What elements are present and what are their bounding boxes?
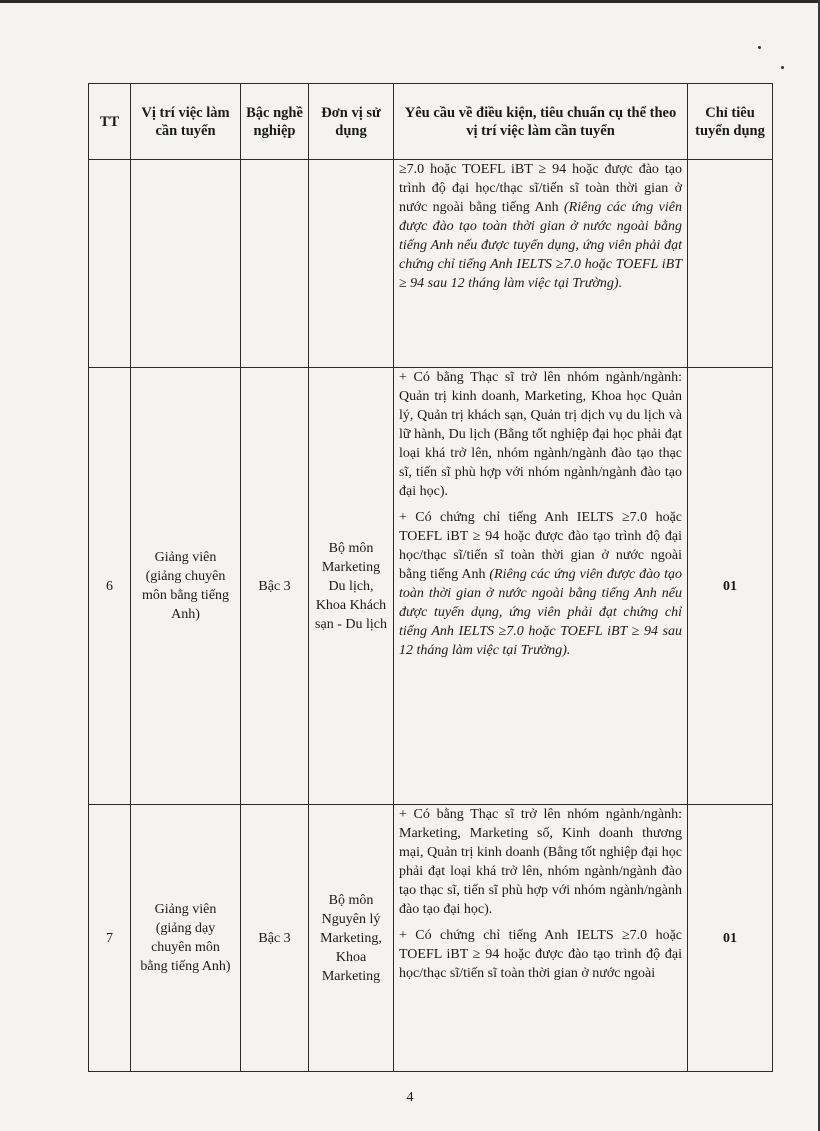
career-level: Bậc 3	[241, 368, 309, 805]
cell-empty	[309, 160, 394, 368]
requirement-language-text: ≥7.0 hoặc TOEFL iBT ≥ 94 hoặc được đào tạo trình độ đại học/thạc sĩ/tiến sĩ toàn thời gian ở nước ngoài bằng tiếng Anh	[399, 162, 682, 215]
header-unit: Đơn vị sử dụng	[309, 84, 394, 160]
header-requirements: Yêu cầu về điều kiện, tiêu chuẩn cụ thể theo vị trí việc làm cần tuyển	[394, 84, 688, 160]
table-header-row	[89, 84, 773, 160]
position-title: Giảng viên (giảng chuyên môn bằng tiếng Anh)	[131, 368, 241, 805]
header-position: Vị trí việc làm cần tuyển	[131, 84, 241, 160]
department: Bộ môn Nguyên lý Marketing, Khoa Marketing	[309, 805, 394, 1072]
cell-empty	[131, 160, 241, 368]
requirement-language-note: (Riêng các ứng viên được đào tạo toàn thời gian ở nước ngoài bằng tiếng Anh nếu được tuyển dụng, ứng viên phải đạt chứng chỉ tiếng Anh IELTS ≥7.0 hoặc TOEFL iBT ≥ 94 sau 12 tháng làm việc tại Trường).	[399, 200, 683, 291]
quota-value: 01	[688, 368, 773, 805]
row-number: 7	[89, 805, 131, 1072]
cell-empty	[241, 160, 309, 368]
scan-speck	[781, 66, 784, 69]
quota-value: 01	[688, 805, 773, 1072]
table-row	[89, 368, 773, 805]
recruitment-table	[88, 83, 773, 1072]
header-quota: Chỉ tiêu tuyển dụng	[688, 84, 773, 160]
career-level: Bậc 3	[241, 805, 309, 1072]
requirements-cell	[394, 368, 688, 805]
cell-empty	[89, 160, 131, 368]
row-number: 6	[89, 368, 131, 805]
header-tt: TT	[89, 84, 131, 160]
scan-speck	[758, 46, 761, 49]
table-row	[89, 805, 773, 1072]
requirement-language-text: + Có chứng chỉ tiếng Anh IELTS ≥7.0 hoặc TOEFL iBT ≥ 94 hoặc được đào tạo trình độ đại học/thạc sĩ/tiến sĩ toàn thời gian ở nước ngoài bằng tiếng Anh	[399, 510, 682, 582]
requirements-cell	[394, 805, 688, 1072]
requirements-cell	[394, 160, 688, 368]
position-title: Giảng viên (giảng dạy chuyên môn bằng tiếng Anh)	[131, 805, 241, 1072]
cell-empty	[688, 160, 773, 368]
header-level: Bậc nghề nghiệp	[241, 84, 309, 160]
table-row-continuation	[89, 160, 773, 368]
requirement-degree: + Có bằng Thạc sĩ trở lên nhóm ngành/ngành: Marketing, Marketing số, Kinh doanh thương mại, Quản trị kinh doanh (Bằng tốt nghiệp đại học phải đạt loại khá trở lên, nhóm ngành/ngành đào tạo thạc sĩ, tiến sĩ phù hợp với nhóm ngành/ngành đào tạo đại học).	[399, 807, 682, 917]
department: Bộ môn Marketing Du lịch, Khoa Khách sạn - Du lịch	[309, 368, 394, 805]
requirement-language-note: (Riêng các ứng viên được đào tạo toàn thời gian ở nước ngoài bằng tiếng Anh nếu được tuyển dụng, ứng viên phải đạt chứng chỉ tiếng Anh IELTS ≥7.0 hoặc TOEFL iBT ≥ 94 sau 12 tháng làm việc tại Trường).	[399, 567, 682, 658]
page-top-edge	[0, 0, 820, 3]
requirement-language-text: + Có chứng chỉ tiếng Anh IELTS ≥7.0 hoặc TOEFL iBT ≥ 94 hoặc được đào tạo trình độ đại học/thạc sĩ/tiến sĩ toàn thời gian ở nước ngoài	[399, 928, 682, 981]
requirement-degree: + Có bằng Thạc sĩ trở lên nhóm ngành/ngành: Quản trị kinh doanh, Marketing, Khoa học Quản lý, Quản trị khách sạn, Quản trị dịch vụ du lịch và lữ hành, Du lịch (Bằng tốt nghiệp đại học phải đạt loại khá trở lên, nhóm ngành/ngành đào tạo thạc sĩ, tiến sĩ phù hợp với nhóm ngành/ngành đào tạo đại học).	[399, 370, 682, 499]
page-number: 4	[406, 1090, 414, 1105]
